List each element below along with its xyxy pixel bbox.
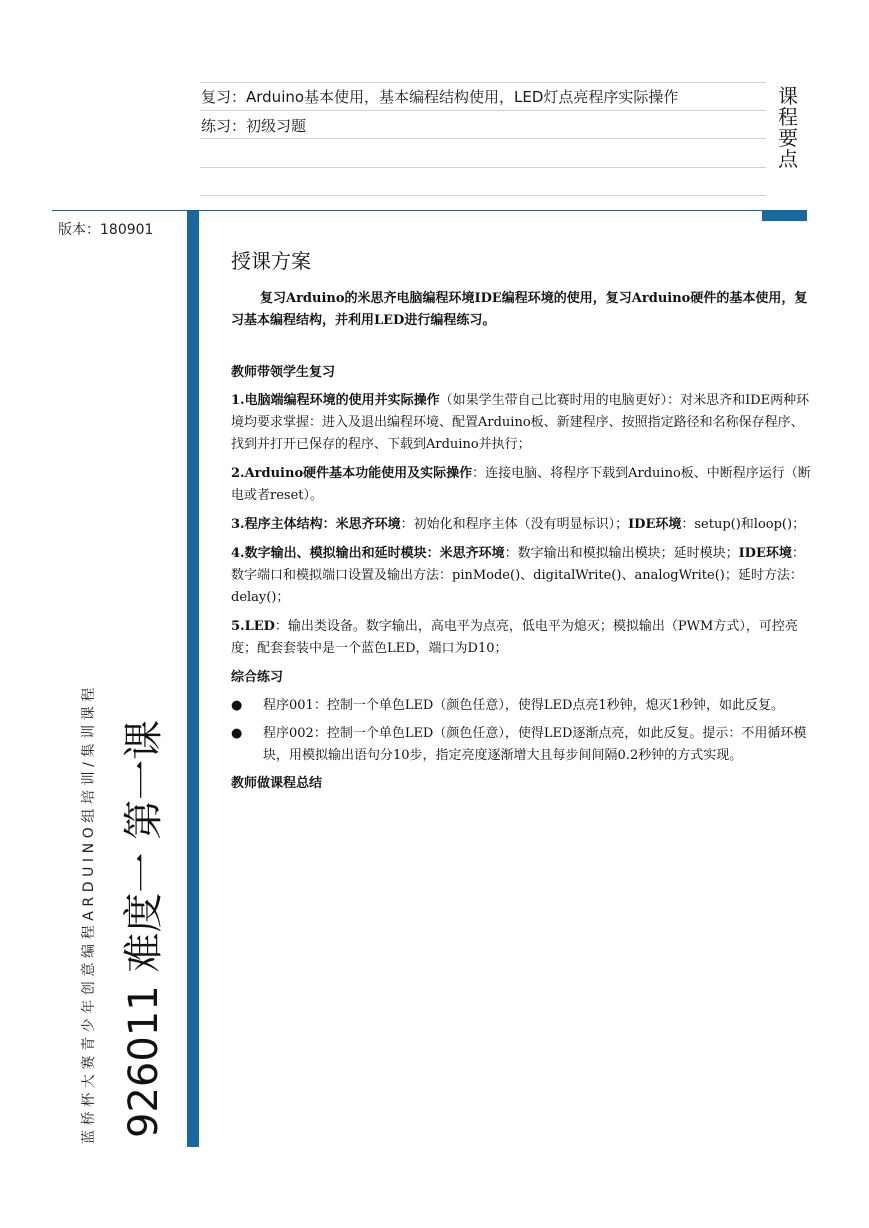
review-item (231, 463, 811, 507)
course-subtitle-vertical: 蓝桥杯大赛青少年创意编程ARDUINO组培训/集训课程 (81, 683, 97, 1144)
review-item-text: （如果学生带自己比赛时用的电脑更好）：对米思齐和IDE两种环境均要求掌握：进入及退出编程环境、配置Arduino板、新建程序、按照指定路径和名称保存程序、找到并打开已保存的程序、下载到Arduino并执行； (231, 393, 810, 452)
intro-paragraph: 复习Arduino的米思齐电脑编程环境IDE编程环境的使用，复习Arduino硬件的基本使用，复习基本编程结构，并利用LED进行编程练习。 (231, 291, 808, 328)
review-item-label: 2.Arduino硬件基本功能使用及实际操作 (231, 466, 473, 481)
review-item (231, 514, 811, 536)
left-accent-bar (187, 211, 199, 1147)
review-item-label: 1.电脑端编程环境的使用并实际操作 (231, 393, 440, 408)
review-item (231, 543, 811, 609)
header-rule-5 (200, 195, 766, 196)
review-heading: 教师带领学生复习 (231, 365, 336, 380)
practice-heading: 综合练习 (231, 670, 284, 685)
review-item-label-2: IDE环境 (738, 546, 792, 561)
review-item-label-2: IDE环境 (628, 517, 682, 532)
review-item-text: ：输出类设备。数字输出，高电平为点亮，低电平为熄灭；模拟输出（PWM方式），可控亮度；配套套装中是一个蓝色LED，端口为D10； (231, 619, 798, 656)
review-item (231, 616, 811, 660)
header-rule-2 (200, 110, 766, 111)
review-item-label: 5.LED (231, 619, 275, 634)
key-points-title: 课程要点 (778, 84, 798, 171)
practice-item-text: 程序001：控制一个单色LED（颜色任意），使得LED点亮1秒钟，熄灭1秒钟，如此反复。 (263, 698, 784, 713)
corner-accent-bar (762, 210, 807, 221)
review-item (231, 390, 811, 456)
header-rule-3 (200, 138, 766, 139)
practice-item (231, 695, 811, 717)
practice-item (231, 723, 811, 767)
header-line-1: 复习：Arduino基本使用，基本编程结构使用，LED灯点亮程序实际操作 (201, 88, 679, 106)
header-line-2: 练习：初级习题 (201, 117, 307, 135)
review-item-label: 4.数字输出、模拟输出和延时模块：米思齐环境 (231, 546, 505, 561)
top-divider (52, 210, 800, 211)
review-item-text: ：初始化和程序主体（没有明显标识）； (400, 517, 629, 532)
bullet-icon: ● (231, 726, 243, 741)
version-label: 版本：180901 (58, 222, 154, 238)
review-item-label: 3.程序主体结构：米思齐环境 (231, 517, 401, 532)
bullet-icon: ● (231, 698, 243, 713)
main-content (231, 248, 811, 801)
review-item-text-2: ：setup()和loop()； (681, 517, 806, 532)
header-rule-4 (200, 167, 766, 168)
practice-item-text: 程序002：控制一个单色LED（颜色任意），使得LED逐渐点亮，如此反复。提示：不用循环模块，用模拟输出语句分10步，指定亮度逐渐增大且每步间间隔0.2秒钟的方式实现。 (263, 726, 807, 763)
course-title-vertical: 926011 难度一 第一课 (121, 719, 167, 1138)
page-heading: 授课方案 (231, 249, 311, 273)
review-item-text-2: ：数字端口和模拟端口设置及输出方法：pinMode()、digitalWrite()、analogWrite()；延时方法：delay()； (231, 546, 805, 605)
header-rule-1 (200, 82, 766, 83)
summary-heading: 教师做课程总结 (231, 776, 323, 791)
review-item-text: ：数字输出和模拟输出模块；延时模块； (504, 546, 739, 561)
review-item-text: ：连接电脑、将程序下载到Arduino板、中断程序运行（断电或者reset）。 (231, 466, 811, 503)
